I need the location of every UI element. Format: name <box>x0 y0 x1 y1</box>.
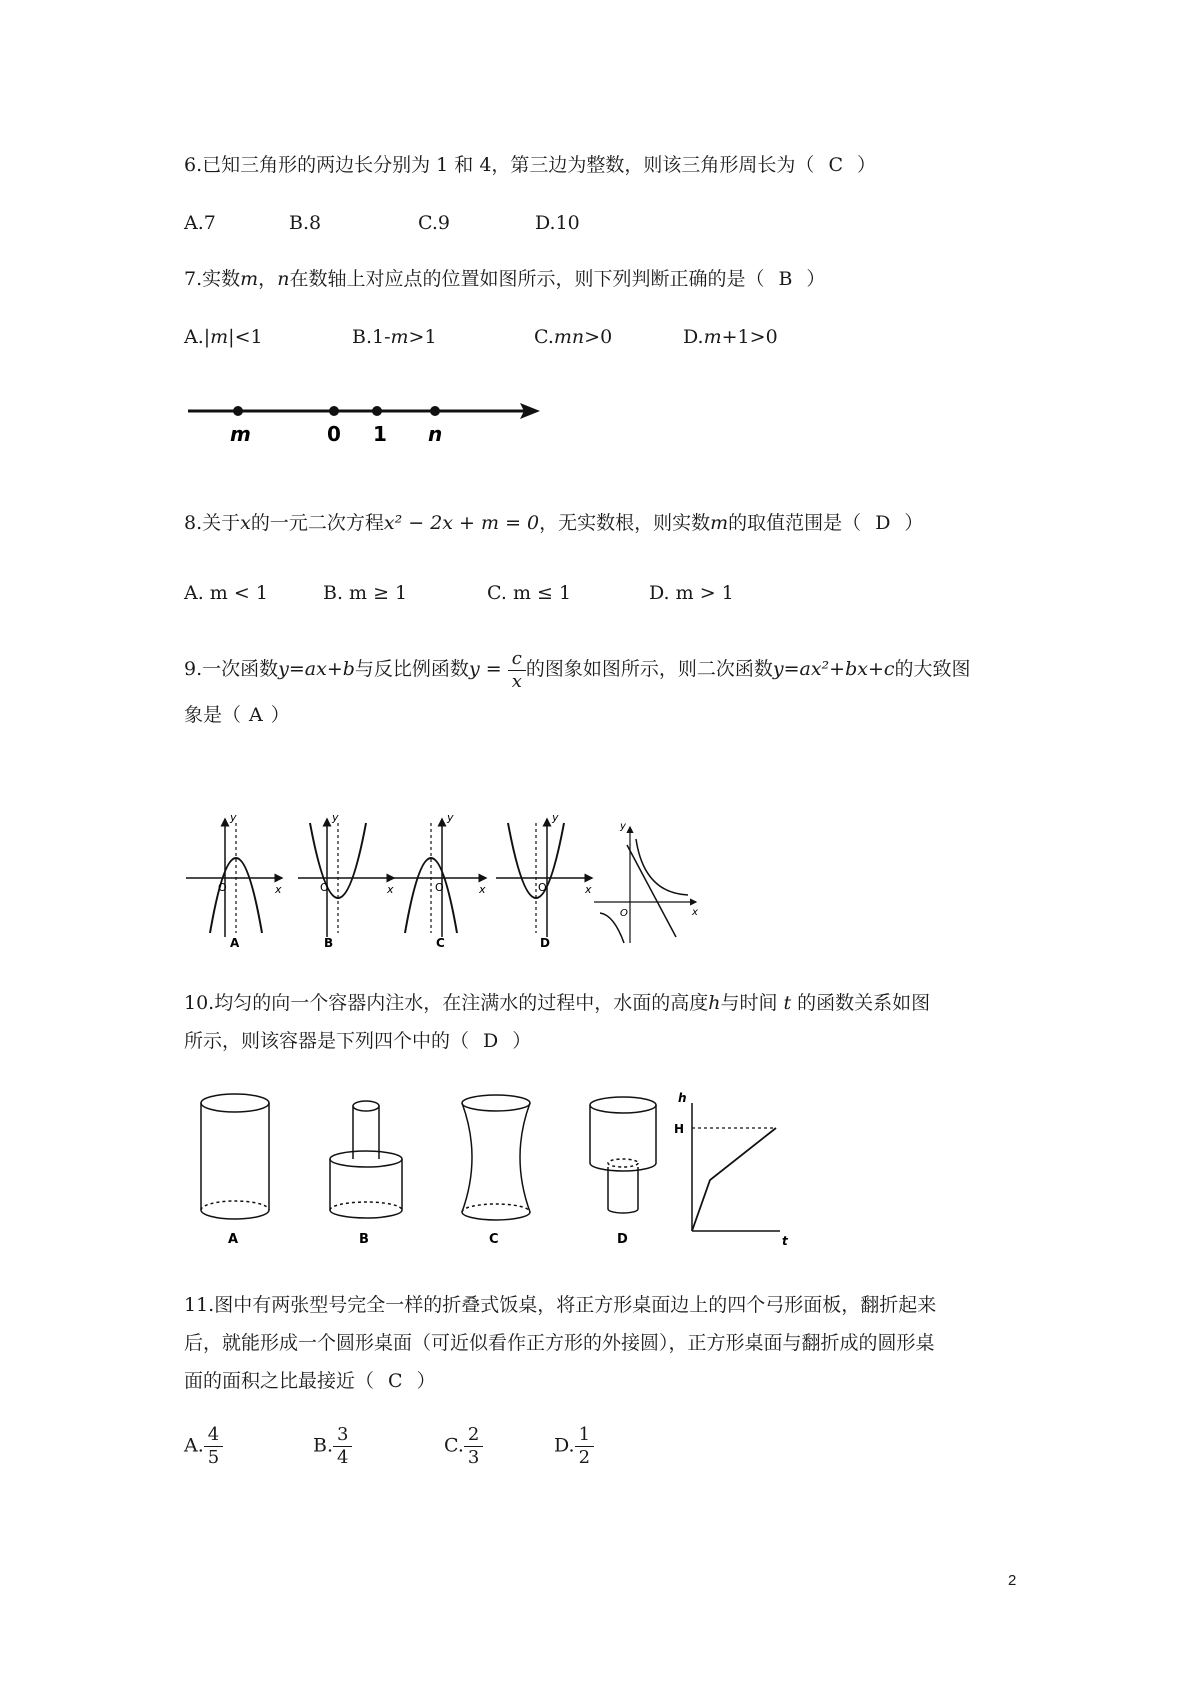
svg-text:O: O <box>620 908 628 919</box>
container-a <box>201 1094 269 1219</box>
q7-stem: 7.实数m，n在数轴上对应点的位置如图所示，则下列判断正确的是（ B ） <box>184 268 826 290</box>
q9-answer: A <box>249 704 263 726</box>
graph-c <box>390 811 486 950</box>
graph-d-label: D <box>540 936 550 950</box>
svg-text:x: x <box>692 907 698 918</box>
q8-equation: x² − 2x + m = 0 <box>383 512 540 534</box>
fraction-c-over-x: $\frac{c}{x}$ <box>508 648 526 693</box>
q11-stem-line3: 面的面积之比最接近（ C ） <box>184 1370 436 1392</box>
q7-option-b: B.1-m>1 <box>352 326 437 348</box>
svg-text:x: x <box>275 883 282 896</box>
svg-text:h: h <box>678 1091 687 1105</box>
graph-c-label: C <box>436 936 445 950</box>
point-n <box>430 406 440 416</box>
q11-stem-line2: 后，就能形成一个圆形桌面（可近似看作正方形的外接圆），正方形桌面与翻折成的圆形桌 <box>184 1332 935 1354</box>
q10-answer: D <box>483 1030 499 1052</box>
svg-text:y: y <box>447 811 454 824</box>
q7-option-d: D.m+1>0 <box>683 326 778 348</box>
q10-stem-line2: 所示，则该容器是下列四个中的（ D ） <box>184 1030 532 1052</box>
q11-option-d: D. $\frac{1}{2}$ <box>554 1424 594 1469</box>
graph-line-hyperbola <box>594 821 698 943</box>
q9-graphs-figure <box>180 805 760 950</box>
q7-answer: B <box>778 268 793 290</box>
q11-option-a: A. $\frac{4}{5}$ <box>184 1424 223 1469</box>
container-a-label: A <box>228 1232 239 1247</box>
container-d <box>590 1097 656 1213</box>
graph-b <box>298 811 394 950</box>
svg-text:x: x <box>479 883 486 896</box>
svg-text:O: O <box>538 881 547 894</box>
container-c <box>462 1095 530 1220</box>
svg-text:O: O <box>435 881 444 894</box>
container-c-label: C <box>489 1232 499 1247</box>
page-number: 2 <box>1008 1572 1017 1589</box>
q6-answer: C <box>828 154 843 176</box>
q8-option-a: A. m < 1 <box>184 582 268 604</box>
q8-option-b: B. m ≥ 1 <box>323 582 408 604</box>
q10-containers-figure <box>190 1085 810 1255</box>
label-1: 1 <box>373 422 387 446</box>
q9-stem-line1: 9.一次函数y=ax+b与反比例函数y = $\frac{c}{x}$ 的图象如图所示，则二次函数y=ax²+bx+c的大致图 <box>184 647 971 692</box>
q11-stem-line1: 11.图中有两张型号完全一样的折叠式饭桌，将正方形桌面边上的四个弓形面板，翻折起来 <box>184 1294 937 1316</box>
svg-text:O: O <box>218 881 227 894</box>
q8-option-d: D. m > 1 <box>649 582 734 604</box>
graph-a-label: A <box>230 936 240 950</box>
svg-text:O: O <box>320 881 329 894</box>
svg-text:t: t <box>782 1234 788 1248</box>
svg-text:y: y <box>620 821 626 832</box>
q9-stem-line2: 象是（ A ） <box>184 704 290 726</box>
svg-text:H: H <box>674 1122 685 1136</box>
point-m <box>233 406 243 416</box>
q11-option-b: B. $\frac{3}{4}$ <box>313 1424 352 1469</box>
q6-option-c: C.9 <box>418 212 450 234</box>
container-b <box>330 1101 402 1218</box>
q6-option-b: B.8 <box>289 212 322 234</box>
q6-option-a: A.7 <box>184 212 216 234</box>
container-d-label: D <box>617 1232 628 1247</box>
q8-stem: 8.关于x的一元二次方程x² − 2x + m = 0，无实数根，则实数m的取值范围是（ D ） <box>184 512 924 534</box>
q11-option-c: C. $\frac{2}{3}$ <box>444 1424 483 1469</box>
number-line-figure <box>180 395 550 450</box>
graph-d <box>496 811 592 950</box>
q10-stem-line1: 10.均匀的向一个容器内注水，在注满水的过程中，水面的高度h与时间 t 的函数关系如图 <box>184 992 931 1014</box>
q8-answer: D <box>875 512 891 534</box>
point-1 <box>372 406 382 416</box>
svg-text:y: y <box>552 811 559 824</box>
label-n: n <box>428 422 443 446</box>
h-t-graph <box>674 1091 789 1248</box>
container-b-label: B <box>359 1232 369 1247</box>
svg-text:y: y <box>332 811 339 824</box>
point-0 <box>329 406 339 416</box>
q6-option-d: D.10 <box>535 212 580 234</box>
graph-b-label: B <box>324 936 334 950</box>
q7-option-a: A.|m|<1 <box>184 326 263 348</box>
q8-option-c: C. m ≤ 1 <box>487 582 572 604</box>
svg-text:x: x <box>585 883 592 896</box>
q11-answer: C <box>388 1370 403 1392</box>
graph-a <box>186 811 282 950</box>
q6-stem: 6.已知三角形的两边长分别为 1 和 4，第三边为整数，则该三角形周长为（ C ） <box>184 154 876 176</box>
svg-text:y: y <box>230 811 237 824</box>
svg-text:x: x <box>387 883 394 896</box>
label-0: 0 <box>327 422 341 446</box>
label-m: m <box>230 422 251 446</box>
q7-option-c: C.mn>0 <box>534 326 613 348</box>
